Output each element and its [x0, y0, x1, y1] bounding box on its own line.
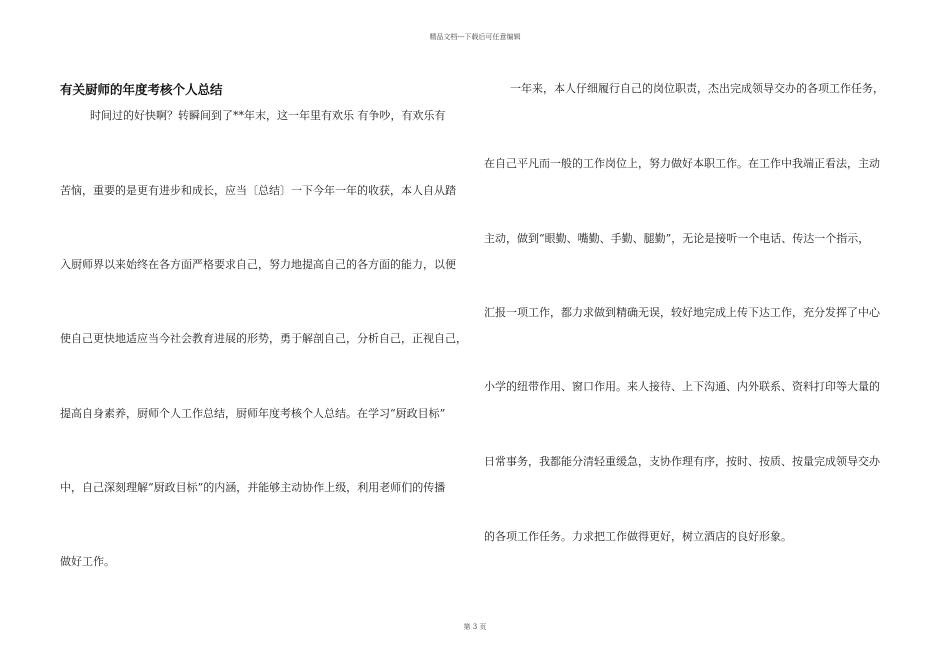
- left-paragraph-line: 中，自己深刻理解“厨政目标”的内涵，并能够主动协作上级，利用老师们的传播: [60, 481, 446, 494]
- right-paragraph-line: 一年来，本人仔细履行自己的岗位职责，杰出完成领导交办的各项工作任务，: [510, 82, 884, 95]
- right-paragraph-line: 的各项工作任务。力求把工作做得更好，树立酒店的良好形象。: [484, 530, 792, 543]
- right-paragraph-line: 日常事务，我都能分清轻重缓急，支协作理有序，按时、按质、按量完成领导交办: [484, 455, 880, 468]
- right-paragraph-line: 汇报一项工作，都力求做到精确无误，较好地完成上传下达工作，充分发挥了中心: [484, 306, 880, 319]
- page-number: 第 3 页: [463, 623, 487, 631]
- left-paragraph-line: 入厨师界以来始终在各方面严格要求自己，努力地提高自己的各方面的能力，以便: [60, 258, 456, 271]
- left-paragraph-line: 苦恼，重要的是更有进步和成长，应当〔总结〕一下今年一年的收获，本人自从踏: [60, 184, 456, 197]
- left-paragraph-line: 做好工作。: [60, 555, 115, 568]
- right-paragraph-line: 小学的纽带作用、窗口作用。来人接待、上下沟通、内外联系、资料打印等大量的: [484, 380, 880, 393]
- document-title: 有关厨师的年度考核个人总结: [60, 82, 223, 97]
- left-paragraph-line: 使自己更快地适应当今社会教育进展的形势，勇于解剖自己，分析自己，正视自己，: [60, 332, 467, 345]
- page-header: 精品文档---下载后可任意编辑: [429, 33, 521, 41]
- left-paragraph-line: 时间过的好快啊？转瞬间到了**年末，这一年里有欢乐 有争吵，有欢乐有: [90, 109, 446, 122]
- right-paragraph-line: 主动，做到“眼勤、嘴勤、手勤、腿勤”，无论是接听一个电话、传达一个指示，: [484, 232, 870, 245]
- right-paragraph-line: 在自己平凡而一般的工作岗位上，努力做好本职工作。在工作中我端正看法，主动: [484, 157, 880, 170]
- left-paragraph-line: 提高自身素养，厨师个人工作总结，厨师年度考核个人总结。在学习“厨政目标”: [60, 407, 446, 420]
